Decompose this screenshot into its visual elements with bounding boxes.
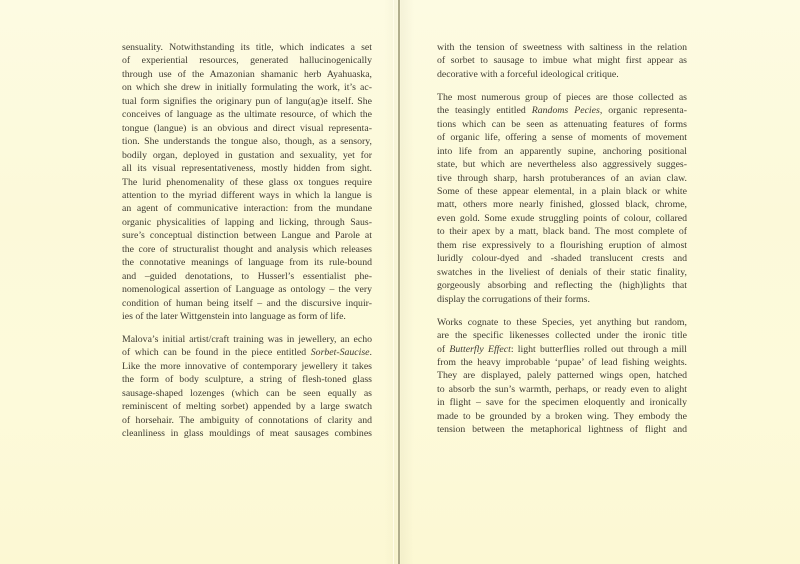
text-line: the form of body sculpture, a string of flesh-toned glass	[122, 374, 372, 386]
text-line: The most numerous group of pieces are those collected as	[437, 91, 687, 103]
page-left	[0, 0, 398, 564]
text-line: tongue (langue) is an obvious and direct visual representa-	[122, 122, 372, 134]
text-line: reminiscent of melting sorbet) appended by a large swatch	[122, 401, 372, 413]
text-line: of which can be found in the piece entitled Sorbet-Saucise.	[122, 347, 372, 359]
text-line: an agent of communicative interaction: from the mundane	[122, 203, 372, 215]
paragraph	[437, 91, 687, 306]
text-line: luridly colour-dyed and -shaded translucent crests and	[437, 253, 687, 265]
text-line: conceives of language as the ultimate resource, of which the	[122, 109, 372, 121]
text-line: on which she drew in initially formulating the work, it’s ac-	[122, 82, 372, 94]
text-line: swatches in the liveliest of denials of their static finality,	[437, 266, 687, 278]
text-line: tension between the metaphorical lightness of flight and	[437, 424, 687, 436]
text-line: gorgeously absorbing and reflecting the (high)lights that	[437, 280, 687, 292]
page-right	[402, 0, 800, 564]
text-line: them rise expressively to a flourishing eruption of almost	[437, 239, 687, 251]
fold-gutter-line	[398, 0, 400, 564]
text-line: nomenological assertion of Language as ontology – the very	[122, 284, 372, 296]
text-line: the core of structuralist thought and analysis which releases	[122, 243, 372, 255]
text-line: tion. She understands the tongue also, though, as a sensory,	[122, 136, 372, 148]
text-line: attention to the myriad different ways in which la langue is	[122, 189, 372, 201]
fold-highlight-line	[393, 0, 394, 564]
paragraph	[122, 333, 372, 441]
text-line: matt, others more nearly finished, glossed black, chrome,	[437, 199, 687, 211]
text-line: tual form signifies the originary pun of langu(ag)e itself. She	[122, 95, 372, 107]
right-text-column	[437, 41, 687, 446]
text-line: sensuality. Notwithstanding its title, which indicates a set	[122, 42, 372, 53]
text-line: the connotative meanings of language from its rule-bound	[122, 257, 372, 269]
text-line: made to be grounded by a broken wing. They embody the	[437, 410, 687, 422]
text-line: decorative with a forceful ideological critique.	[437, 68, 619, 80]
text-line: even gold. Some exude struggling points of colour, collared	[437, 212, 687, 224]
left-text-column	[122, 41, 372, 450]
text-line: the teasingly entitled Randoms Pecies, organic representa-	[437, 105, 687, 117]
text-line: Malova’s initial artist/craft training was in jewellery, an echo	[122, 334, 372, 346]
text-line: through use of the Amazonian shamanic herb Ayahuaska,	[122, 68, 372, 80]
text-line: ies of the later Wittgenstein into language as form of life.	[122, 311, 346, 323]
text-line: in flight – save for the specimen eloquently and ironically	[437, 397, 687, 409]
paragraph	[437, 316, 687, 437]
text-line: organic physicalities of lapping and licking, through Saus-	[122, 216, 372, 228]
text-line: Works cognate to these Species, yet anything but random,	[437, 316, 687, 328]
text-line: Like the more innovative of contemporary jewellery it takes	[122, 360, 372, 372]
text-line: bodily organ, deployed in gustation and sexuality, yet for	[122, 149, 372, 161]
text-line: with the tension of sweetness with saltiness in the relation	[437, 42, 687, 53]
text-line: to their apex by a matt, black band. The most complete of	[437, 226, 687, 238]
paragraph	[437, 41, 687, 81]
text-line: condition of human being itself – and the discursive inquir-	[122, 297, 372, 309]
text-line: of organic life, offering a sense of moments of movement	[437, 132, 687, 144]
text-line: to absorb the sun’s warmth, perhaps, or ready even to alight	[437, 383, 687, 395]
text-line: of horsehair. The ambiguity of connotations of clarity and	[122, 414, 372, 426]
paragraph	[122, 41, 372, 324]
text-line: of Butterfly Effect: light butterflies rolled out through a mill	[437, 343, 687, 355]
text-line: sausage-shaped lozenges (which can be seen equally as	[122, 387, 372, 399]
text-line: of sorbet to sausage to imbue what might first appear as	[437, 55, 687, 67]
text-line: sure’s conceptual distinction between Langue and Parole at	[122, 230, 372, 242]
text-line: of experiential resources, generated hallucinogenically	[122, 55, 372, 67]
text-line: cleanliness in glass mouldings of meat sausages combines	[122, 428, 372, 440]
text-line: They are displayed, palely patterned wings open, hatched	[437, 370, 687, 382]
text-line: display the corrugations of their forms.	[437, 293, 590, 305]
text-line: tions which can be seen as attenuating features of forms	[437, 118, 687, 130]
text-line: tive through sharp, harsh protuberances of an avian claw.	[437, 172, 687, 184]
text-line: are the specific likenesses collected under the ironic title	[437, 330, 687, 342]
text-line: from the heavy improbable ‘pupae’ of lead fishing weights.	[437, 356, 687, 368]
text-line: and –guided denotations, to Husserl’s essentialist phe-	[122, 270, 372, 282]
text-line: state, but which are nevertheless also aggressively sugges-	[437, 159, 687, 171]
text-line: The lurid phenomenality of these glass ox tongues require	[122, 176, 372, 188]
text-line: all its visual representativeness, mostly hidden from sight.	[122, 163, 372, 175]
text-line: into life from an apparently supine, anchoring positional	[437, 145, 687, 157]
text-line: Some of these appear elemental, in a plain black or white	[437, 186, 687, 198]
